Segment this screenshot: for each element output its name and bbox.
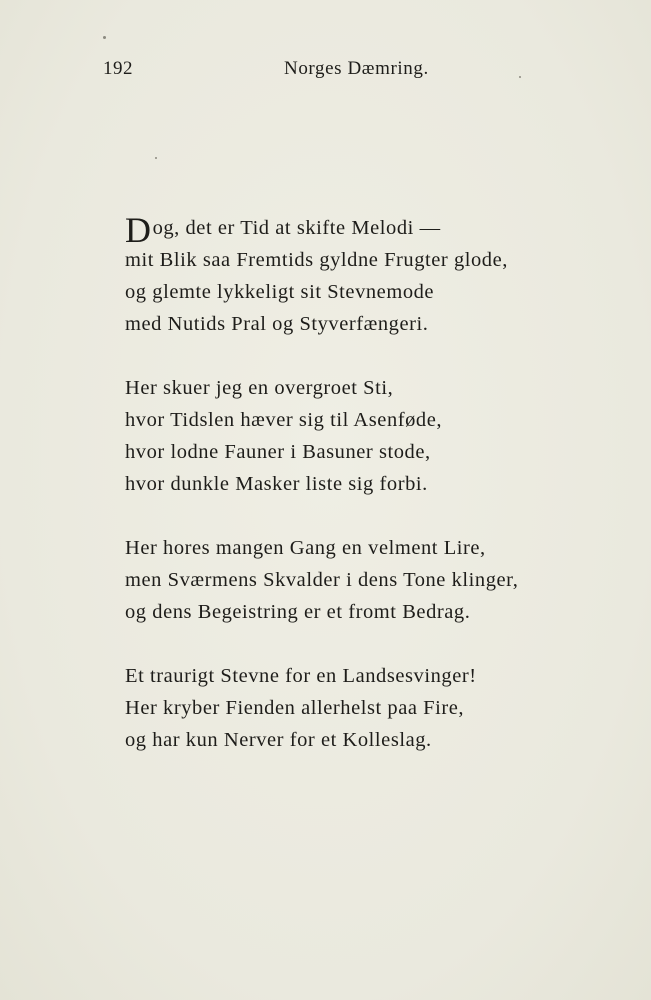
poem-line: og glemte lykkeligt sit Stevnemode bbox=[125, 281, 435, 303]
poem-line bbox=[125, 210, 595, 250]
print-speck bbox=[155, 157, 157, 159]
poem-line: men Sværmens Skvalder i dens Tone klinger, bbox=[125, 569, 519, 591]
poem-line-text: og, det er Tid at skifte Melodi — bbox=[152, 217, 441, 239]
page-header bbox=[0, 58, 651, 84]
poem bbox=[125, 212, 595, 756]
drop-cap: D bbox=[125, 210, 152, 250]
poem-line: Her kryber Fienden allerhelst paa Fire, bbox=[125, 697, 465, 719]
stanza-3 bbox=[125, 532, 595, 628]
poem-line: mit Blik saa Fremtids gyldne Frugter glode, bbox=[125, 249, 508, 271]
poem-line: Et traurigt Stevne for en Landsesvinger! bbox=[125, 665, 477, 687]
poem-line: hvor dunkle Masker liste sig forbi. bbox=[125, 473, 428, 495]
stanza-1 bbox=[125, 212, 595, 340]
stanza-2 bbox=[125, 372, 595, 500]
poem-line: Her hores mangen Gang en velment Lire, bbox=[125, 537, 486, 559]
poem-line: hvor Tidslen hæver sig til Asenføde, bbox=[125, 409, 443, 431]
poem-line: og dens Begeistring er et fromt Bedrag. bbox=[125, 601, 471, 623]
stanza-4 bbox=[125, 660, 595, 756]
page-number: 192 bbox=[103, 58, 133, 79]
poem-line: med Nutids Pral og Styverfængeri. bbox=[125, 313, 429, 335]
print-speck bbox=[103, 36, 106, 39]
poem-line: Her skuer jeg en overgroet Sti, bbox=[125, 377, 394, 399]
poem-line: og har kun Nerver for et Kolleslag. bbox=[125, 729, 432, 751]
poem-line: hvor lodne Fauner i Basuner stode, bbox=[125, 441, 431, 463]
running-title: Norges Dæmring. bbox=[284, 58, 429, 79]
